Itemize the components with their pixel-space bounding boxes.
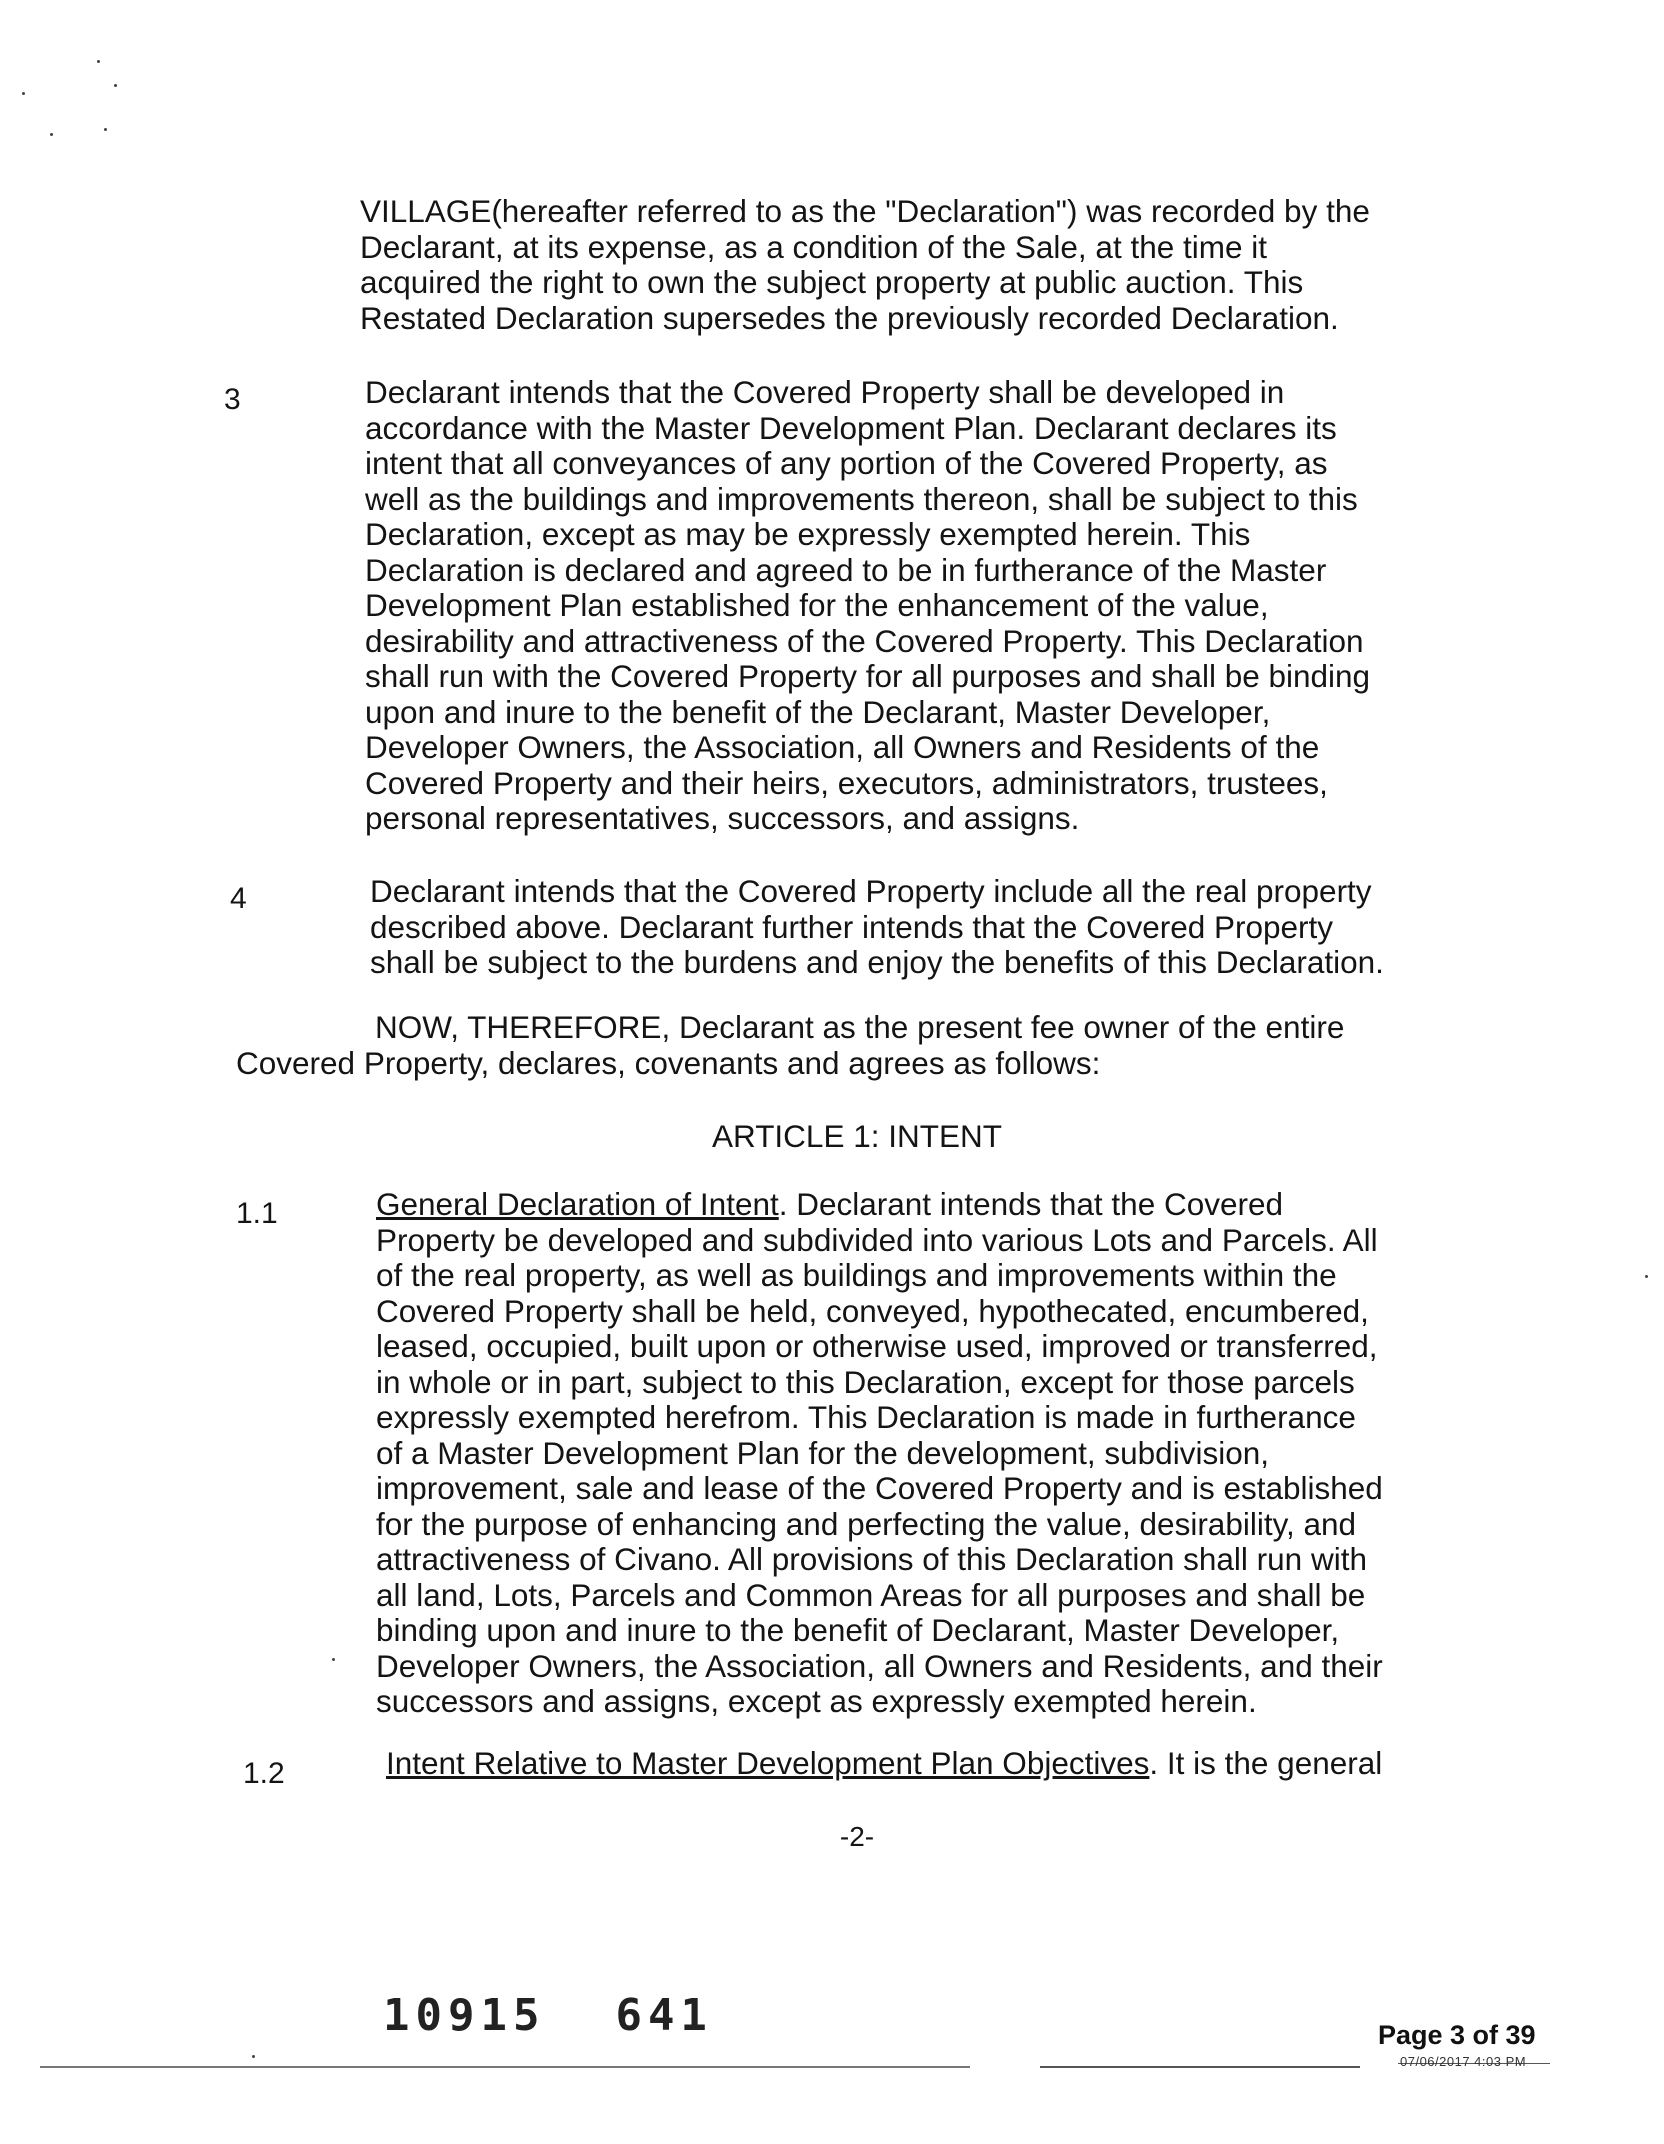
scan-speck xyxy=(1645,1275,1648,1278)
scan-speck xyxy=(104,128,107,131)
page-reference: 641 xyxy=(615,1990,713,2041)
now-therefore-paragraph: NOW, THEREFORE, Declarant as the present fee owner of the entire Covered Property, declares, covenants and agrees as follows: xyxy=(236,1009,1345,1081)
scan-speck xyxy=(22,92,25,95)
section-number-1-1: 1.1 xyxy=(236,1197,278,1230)
footer-rule xyxy=(1040,2066,1360,2068)
section-heading: General Declaration of Intent xyxy=(376,1186,779,1222)
scan-speck xyxy=(97,60,100,63)
section-1-2: Intent Relative to Master Development Plan Objectives. It is the general xyxy=(386,1745,1383,1781)
scan-speck xyxy=(114,84,117,87)
timestamp: 07/06/2017 4:03 PM xyxy=(1400,2054,1527,2069)
scan-speck xyxy=(332,1658,335,1661)
section-1-1: General Declaration of Intent. Declarant intends that the Covered Property be developed and subdivided into various Lots and Parcels. All of the real property, as well as buildings and improvements within the Covered Property shall be held, conveyed, hypothecated, encumbered, leased, occupied, built upon or otherwise used, improved or transferred, in whole or in part, subject to this Declaration, except for those parcels expressly exempted herefrom. This Declaration is made in furtherance of a Master Development Plan for the development, subdivision, improvement, sale and lease of the Covered Property and is established for the purpose of enhancing and perfecting the value, desirability, and attractiveness of Civano. All provisions of this Declaration shall run with all land, Lots, Parcels and Common Areas for all purposes and shall be binding upon and inure to the benefit of Declarant, Master Developer, Developer Owners, the Association, all Owners and Residents, and their successors and assigns, except as expressly exempted herein. xyxy=(376,1186,1383,1719)
section-number-1-2: 1.2 xyxy=(243,1757,285,1790)
paragraph-number-3: 3 xyxy=(224,383,241,416)
article-heading: ARTICLE 1: INTENT xyxy=(712,1118,1002,1154)
page-count: Page 3 of 39 xyxy=(1378,2020,1536,2050)
paragraph-3: Declarant intends that the Covered Property shall be developed in accordance with the Master Development Plan. Declarant declares its intent that all conveyances of any portion of the Covered Property, as well as the buildings and improvements thereon, shall be subject to this Declaration, except as may be expressly exempted herein. This Declaration is declared and agreed to be in furtherance of the Master Development Plan established for the enhancement of the value, desirability and attractiveness of the Covered Property. This Declaration shall run with the Covered Property for all purposes and shall be binding upon and inure to the benefit of the Declarant, Master Developer, Developer Owners, the Association, all Owners and Residents of the Covered Property and their heirs, executors, administrators, trustees, personal representatives, successors, and assigns. xyxy=(365,374,1371,836)
scan-speck xyxy=(50,133,53,136)
scan-speck xyxy=(252,2055,255,2058)
footer-rule xyxy=(40,2066,970,2068)
recording-number xyxy=(383,1990,713,2041)
section-heading: Intent Relative to Master Development Plan Objectives xyxy=(386,1745,1150,1781)
book-number: 10915 xyxy=(383,1990,546,2041)
paragraph-number-4: 4 xyxy=(230,882,247,915)
page-number: -2- xyxy=(839,1821,875,1852)
paragraph-4: Declarant intends that the Covered Property include all the real property described above. Declarant further intends that the Covered Property shall be subject to the burdens and enjoy the benefits of this Declaration. xyxy=(370,873,1384,980)
intro-paragraph: VILLAGE(hereafter referred to as the "Declaration") was recorded by the Declarant, at its expense, as a condition of the Sale, at the time it acquired the right to own the subject property at public auction. This Restated Declaration supersedes the previously recorded Declaration. xyxy=(360,193,1370,336)
